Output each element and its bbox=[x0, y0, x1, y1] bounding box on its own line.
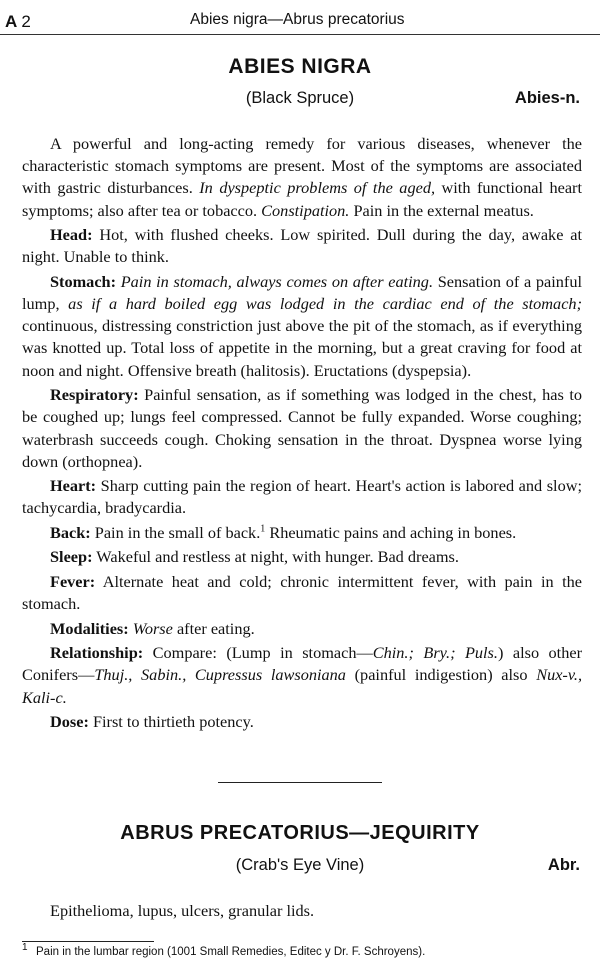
section-label: Relationship: bbox=[50, 643, 144, 663]
section-label: Modalities: bbox=[50, 618, 129, 638]
intro-paragraph: A powerful and long-acting remedy for various diseases, whenever the characteristic stomach symptoms are present. Most of the symptoms are associated with gastric disturbances. In dyspeptic problems of the aged, with functional heart symptoms; also after tea or tobacco. Constipation. Pain in the external meatus. bbox=[22, 134, 582, 220]
footnote: $^1$ Pain in the lumbar region (1001 Small Remedies, Editec y Dr. F. Schroyens). bbox=[22, 942, 426, 958]
section-label: Respiratory: bbox=[50, 385, 139, 405]
footnote-text: Pain in the lumbar region (1001 Small Remedies, Editec y Dr. F. Schroyens). bbox=[36, 946, 426, 958]
running-title: Abies nigra—Abrus precatorius bbox=[190, 11, 405, 28]
section-head: Head: Hot, with flushed cheeks. Low spirited. Dull during the day, awake at night. Unable to think. bbox=[22, 225, 582, 267]
entry-common-name-abies-nigra: (Black Spruce) bbox=[245, 89, 355, 107]
header-rule bbox=[0, 34, 600, 35]
entry-abbrev-abrus: Abr. bbox=[547, 856, 580, 874]
section-label: Heart: bbox=[50, 476, 97, 496]
section-respiratory: Respiratory: Painful sensation, as if something was lodged in the chest, has to be coughed up; lungs feel compressed. Cannot be fully expanded. Worse coughing; waterbrash succeeds cough. Choking sensation in the throat. Dyspnea worse lying down (orthopnea). bbox=[22, 385, 582, 471]
entry-body-abrus bbox=[22, 900, 582, 925]
page-number bbox=[5, 12, 31, 32]
page-number-value: 2 bbox=[21, 12, 31, 31]
intro-paragraph: Epithelioma, lupus, ulcers, granular lids. bbox=[50, 901, 315, 920]
entry-title-abrus-precatorius: ABRUS PRECATORIUS—JEQUIRITY bbox=[120, 822, 480, 844]
footnote-reference: 1 bbox=[260, 523, 266, 535]
section-label: Fever: bbox=[50, 571, 96, 591]
section-heart: Heart: Sharp cutting pain the region of heart. Heart's action is labored and slow; tachycardia, bradycardia. bbox=[22, 476, 582, 518]
section-label: Head: bbox=[50, 225, 93, 245]
entry-body-abies-nigra bbox=[22, 133, 582, 736]
section-stomach: Stomach: Pain in stomach, always comes on after eating. Sensation of a painful lump, as if a hard boiled egg was lodged in the cardiac end of the stomach; continuous, distressing constriction just above the pit of the stomach, as if everything was knotted up. Total loss of appetite in the morning, but a great craving for food at noon and night. Offensive breath (halitosis). Eructations (dyspepsia). bbox=[22, 271, 582, 380]
page-letter: A bbox=[5, 12, 17, 31]
entry-common-name-abrus: (Crab's Eye Vine) bbox=[235, 856, 365, 874]
section-label: Sleep: bbox=[50, 547, 93, 567]
entry-separator bbox=[218, 782, 382, 783]
section-fever: Fever: Alternate heat and cold; chronic intermittent fever, with pain in the stomach. bbox=[22, 571, 582, 614]
section-modalities: Modalities: Worse after eating. bbox=[50, 618, 255, 638]
footnote-rule bbox=[22, 941, 154, 942]
section-back: Back: Pain in the small of back.$^1$ Rheumatic pains and aching in bones. bbox=[50, 522, 517, 542]
section-sleep: Sleep: Wakeful and restless at night, with hunger. Bad dreams. bbox=[50, 547, 459, 567]
section-label: Back: bbox=[50, 522, 91, 542]
section-dose: Dose: First to thirtieth potency. bbox=[50, 712, 254, 732]
section-relationship: Relationship: Compare: (Lump in stomach—Chin.; Bry.; Puls.) also other Conifers—Thuj., Sabin., Cupressus lawsoniana (painful indigestion) also Nux-v., Kali-c. bbox=[22, 643, 583, 707]
section-label: Dose: bbox=[50, 712, 89, 732]
entry-abbrev-abies-nigra: Abies-n. bbox=[514, 89, 580, 107]
entry-title-abies-nigra: ABIES NIGRA bbox=[228, 55, 372, 78]
section-label: Stomach: bbox=[50, 271, 117, 291]
